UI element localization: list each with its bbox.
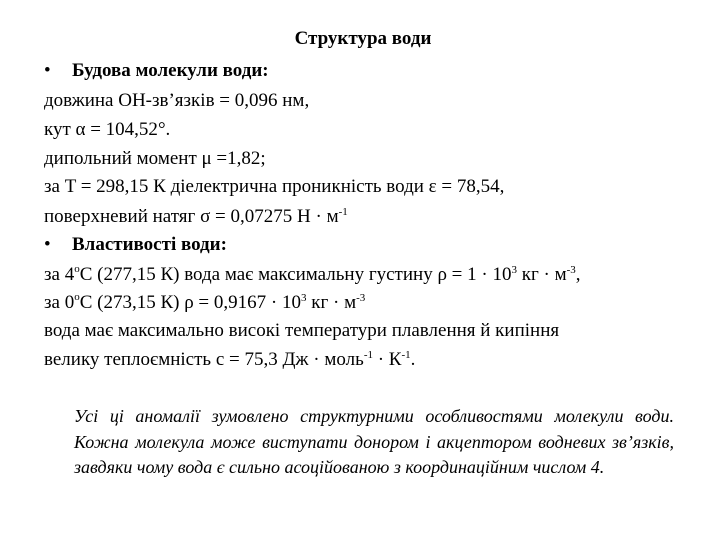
unit-exponent: -3 <box>566 264 576 276</box>
density-zero-unit: кг · м <box>306 292 357 313</box>
heat-unit: · К <box>372 349 402 370</box>
angle-text: кут α = 104,52 <box>44 119 158 140</box>
angle-degree: °. <box>157 119 171 140</box>
page-title: Структура води <box>294 28 432 49</box>
bullet-properties <box>44 234 227 256</box>
line-dipole: дипольний момент μ =1,82; <box>44 148 266 169</box>
line-melting: вода має максимально високі температури плавлення й кипіння <box>44 320 560 341</box>
density-zero-text: за 0 <box>44 292 75 313</box>
density-max-text: С (277,15 К) вода має максимальну густину ρ = 1 · 10 <box>79 264 512 285</box>
tension-text: поверхневий натяг σ = 0,07275 Н · м <box>44 206 339 227</box>
density-max-end: , <box>575 264 581 285</box>
bullet-structure-label: Будова молекули води: <box>72 60 269 81</box>
tension-exponent: -1 <box>338 206 348 218</box>
bullet-marker: • <box>44 60 51 81</box>
density-zero-text: С (273,15 К) ρ = 0,9167 · 10 <box>79 292 301 313</box>
line-heat-capacity <box>44 349 415 371</box>
bullet-marker: • <box>44 234 51 255</box>
unit-exponent: -1 <box>363 349 373 361</box>
heat-text: велику теплоємність c = 75,3 Дж · моль <box>44 349 364 370</box>
line-density-zero <box>44 292 365 314</box>
line-oh-length: довжина ОН-зв’язків = 0,096 нм, <box>44 90 310 111</box>
power-exponent: 3 <box>300 292 307 304</box>
line-angle <box>44 119 170 141</box>
degree-mark: o <box>74 291 80 303</box>
anomalies-note: Усі ці аномалії зумовлено структурними особливостями молекули води. Кожна молекула може виступати донором і акцептором водневих зв’язків, завдяки чому вода є сильно асоційованою з координаційним числом 4. <box>74 406 674 477</box>
bullet-structure <box>44 60 269 82</box>
line-density-max <box>44 264 581 286</box>
line-surface-tension <box>44 206 348 228</box>
power-exponent: 3 <box>511 264 517 276</box>
unit-exponent: -3 <box>356 292 366 304</box>
density-max-unit: кг · м <box>516 264 567 285</box>
bullet-properties-label: Властивості води: <box>72 234 227 255</box>
unit-exponent: -1 <box>401 349 411 361</box>
degree-mark: o <box>74 263 80 275</box>
line-dielectric: за T = 298,15 К діелектрична проникність води ε = 78,54, <box>44 176 505 197</box>
heat-end: . <box>410 349 416 370</box>
density-max-text: за 4 <box>44 264 75 285</box>
